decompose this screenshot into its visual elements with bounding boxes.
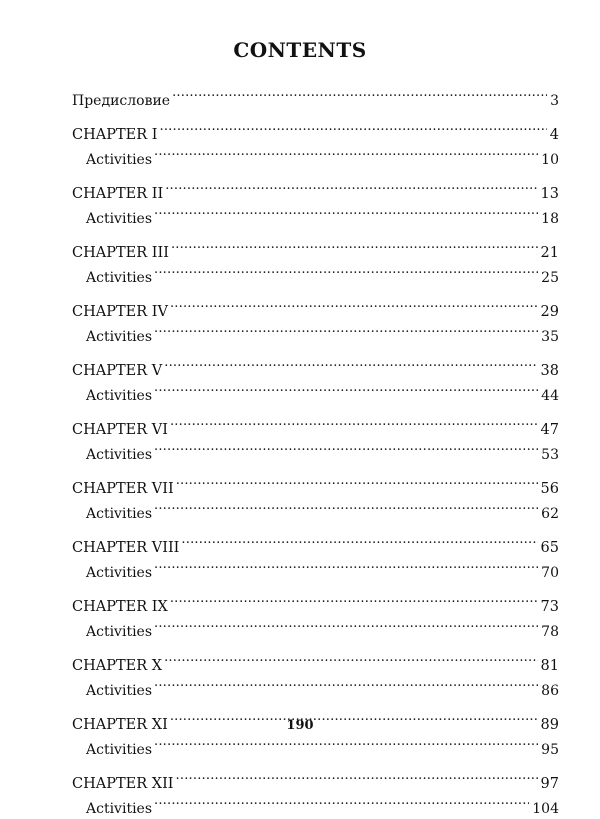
dot-leader [154, 676, 538, 695]
toc-entry-chapter [72, 474, 559, 499]
toc-entry-chapter [72, 120, 559, 145]
toc-entry-label: CHAPTER IX [72, 599, 168, 615]
toc-page-number: 73 [540, 599, 559, 615]
dot-leader [154, 617, 538, 636]
toc-page-number: 89 [540, 717, 559, 733]
toc-entry-activities [72, 558, 559, 583]
toc-page-number: 38 [540, 363, 559, 379]
toc-entry-activities [72, 617, 559, 642]
toc-entry-label: Activities [86, 270, 153, 286]
toc-page-number: 56 [540, 481, 559, 497]
dot-leader [154, 558, 538, 577]
toc-entry-label: CHAPTER VII [72, 481, 174, 497]
dot-leader [176, 769, 538, 788]
toc-entry-label: CHAPTER X [72, 658, 163, 674]
toc-page-number: 104 [532, 801, 559, 817]
toc-entry-label: Activities [86, 624, 153, 640]
dot-leader [172, 86, 547, 105]
toc-entry-activities [72, 263, 559, 288]
toc-entry-label: CHAPTER XI [72, 717, 168, 733]
toc-entry-activities [72, 440, 559, 465]
toc-page-number: 47 [540, 422, 559, 438]
toc-entry-activities [72, 735, 559, 760]
toc-page-number: 21 [540, 245, 559, 261]
toc-entry-activities [72, 322, 559, 347]
table-of-contents [72, 86, 559, 819]
toc-page-number: 44 [541, 388, 559, 404]
dot-leader [154, 735, 538, 754]
dot-leader [170, 297, 538, 316]
page-title: CONTENTS [233, 38, 367, 62]
toc-page-number: 95 [541, 742, 559, 758]
dot-leader [170, 592, 538, 611]
toc-entry-label: Activities [86, 388, 153, 404]
toc-entry-activities [72, 794, 559, 819]
toc-page-number: 13 [540, 186, 559, 202]
toc-page-number: 97 [540, 776, 559, 792]
toc-entry-chapter [72, 179, 559, 204]
toc-entry-chapter [72, 769, 559, 794]
dot-leader [164, 651, 537, 670]
toc-entry-label: Activities [86, 329, 153, 345]
toc-entry-label: Activities [86, 565, 153, 581]
toc-page-number: 86 [541, 683, 559, 699]
toc-entry-activities [72, 499, 559, 524]
toc-entry-label: CHAPTER XII [72, 776, 174, 792]
page-number: 190 [286, 718, 314, 733]
toc-entry-label: CHAPTER II [72, 186, 164, 202]
toc-page-number: 62 [541, 506, 559, 522]
toc-page-number: 18 [541, 211, 559, 227]
toc-entry-label: CHAPTER V [72, 363, 163, 379]
toc-entry-label: Activities [86, 801, 153, 817]
dot-leader [154, 145, 538, 164]
dot-leader [164, 356, 537, 375]
dot-leader [170, 415, 538, 434]
dot-leader [154, 381, 538, 400]
toc-page-number: 53 [541, 447, 559, 463]
toc-entry-chapter [72, 356, 559, 381]
toc-entry-label: Activities [86, 683, 153, 699]
toc-entry-chapter [72, 297, 559, 322]
toc-page-number: 65 [540, 540, 559, 556]
toc-page-number: 78 [541, 624, 559, 640]
toc-page-number: 35 [541, 329, 559, 345]
toc-entry-activities [72, 145, 559, 170]
toc-entry-activities [72, 204, 559, 229]
dot-leader [154, 794, 529, 813]
toc-page-number: 81 [540, 658, 559, 674]
toc-page-number: 70 [541, 565, 559, 581]
toc-entry-chapter [72, 415, 559, 440]
dot-leader [154, 499, 538, 518]
toc-entry-label: Activities [86, 742, 153, 758]
dot-leader [154, 440, 538, 459]
toc-entry-activities [72, 676, 559, 701]
dot-leader [154, 263, 538, 282]
toc-page-number: 29 [540, 304, 559, 320]
toc-page-number: 10 [541, 152, 559, 168]
toc-page-number: 25 [541, 270, 559, 286]
toc-entry-label: Activities [86, 152, 153, 168]
toc-entry-label: Activities [86, 506, 153, 522]
toc-entry-preface [72, 86, 559, 111]
toc-entry-label: CHAPTER I [72, 127, 158, 143]
dot-leader [165, 179, 537, 198]
dot-leader [171, 238, 538, 257]
toc-entry-label: CHAPTER III [72, 245, 169, 261]
toc-entry-activities [72, 381, 559, 406]
toc-entry-label: Activities [86, 211, 153, 227]
toc-page-number: 4 [549, 127, 559, 143]
dot-leader [181, 533, 537, 552]
dot-leader [159, 120, 546, 139]
toc-entry-label: CHAPTER VIII [72, 540, 180, 556]
toc-entry-chapter [72, 533, 559, 558]
toc-entry-chapter [72, 592, 559, 617]
toc-entry-chapter [72, 651, 559, 676]
toc-entry-label: CHAPTER VI [72, 422, 168, 438]
toc-entry-label: CHAPTER IV [72, 304, 168, 320]
dot-leader [154, 204, 538, 223]
toc-entry-chapter [72, 238, 559, 263]
toc-page-number: 3 [550, 93, 559, 109]
toc-entry-label: Предисловие [72, 93, 171, 109]
toc-entry-label: Activities [86, 447, 153, 463]
dot-leader [154, 322, 538, 341]
dot-leader [176, 474, 538, 493]
